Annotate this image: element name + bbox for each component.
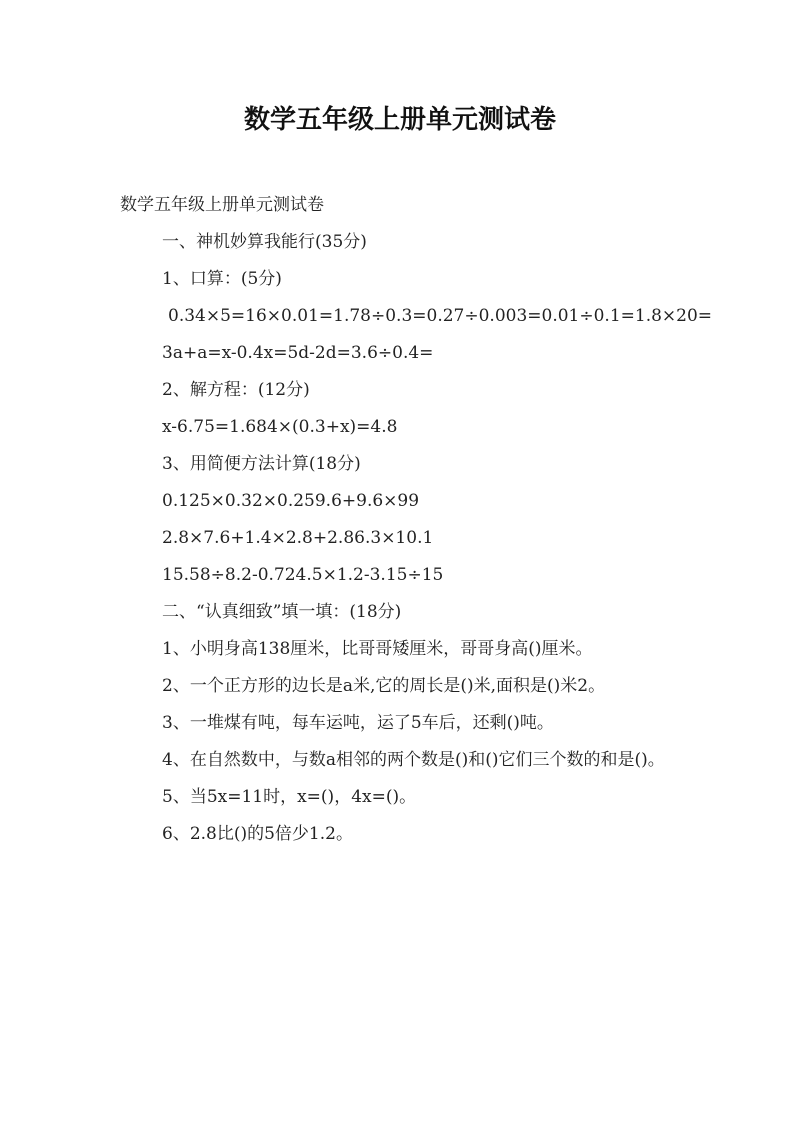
section2-heading: 二、“认真细致”填一填：(18分) xyxy=(162,602,402,622)
fill-item-3: 3、一堆煤有吨，每车运吨，运了5车后，还剩()吨。 xyxy=(162,713,554,733)
fill-item-1: 1、小明身高138厘米，比哥哥矮厘米，哥哥身高()厘米。 xyxy=(162,639,593,659)
document-body xyxy=(120,187,713,853)
fill-item-4: 4、在自然数中，与数a相邻的两个数是()和()它们三个数的和是()。 xyxy=(162,750,665,770)
q1-oral-calc-line2: 3a+a=x-0.4x=5d-2d=3.6÷0.4= xyxy=(162,343,434,363)
fill-item-2: 2、一个正方形的边长是a米,它的周长是()米,面积是()米2。 xyxy=(162,676,606,696)
q3-calc-line2: 2.8×7.6+1.4×2.8+2.86.3×10.1 xyxy=(162,528,434,548)
fill-item-5: 5、当5x=11时，x=()，4x=()。 xyxy=(162,787,417,807)
document-title: 数学五年级上册单元测试卷 xyxy=(243,105,556,135)
q3-calc-line3: 15.58÷8.2-0.724.5×1.2-3.15÷15 xyxy=(162,565,444,585)
q3-heading: 3、用简便方法计算(18分) xyxy=(162,454,361,474)
q2-heading: 2、解方程：(12分) xyxy=(162,380,310,400)
document-subtitle: 数学五年级上册单元测试卷 xyxy=(120,195,324,215)
q3-calc-line1: 0.125×0.32×0.259.6+9.6×99 xyxy=(162,491,420,511)
section1-heading: 一、神机妙算我能行(35分) xyxy=(162,232,367,252)
q2-equations: x-6.75=1.684×(0.3+x)=4.8 xyxy=(162,417,398,437)
q1-heading: 1、口算：(5分) xyxy=(162,269,282,289)
q1-oral-calc-line1: 0.34×5=16×0.01=1.78÷0.3=0.27÷0.003=0.01÷0.1=1.8×20= xyxy=(168,306,713,326)
fill-item-6: 6、2.8比()的5倍少1.2。 xyxy=(162,824,353,844)
